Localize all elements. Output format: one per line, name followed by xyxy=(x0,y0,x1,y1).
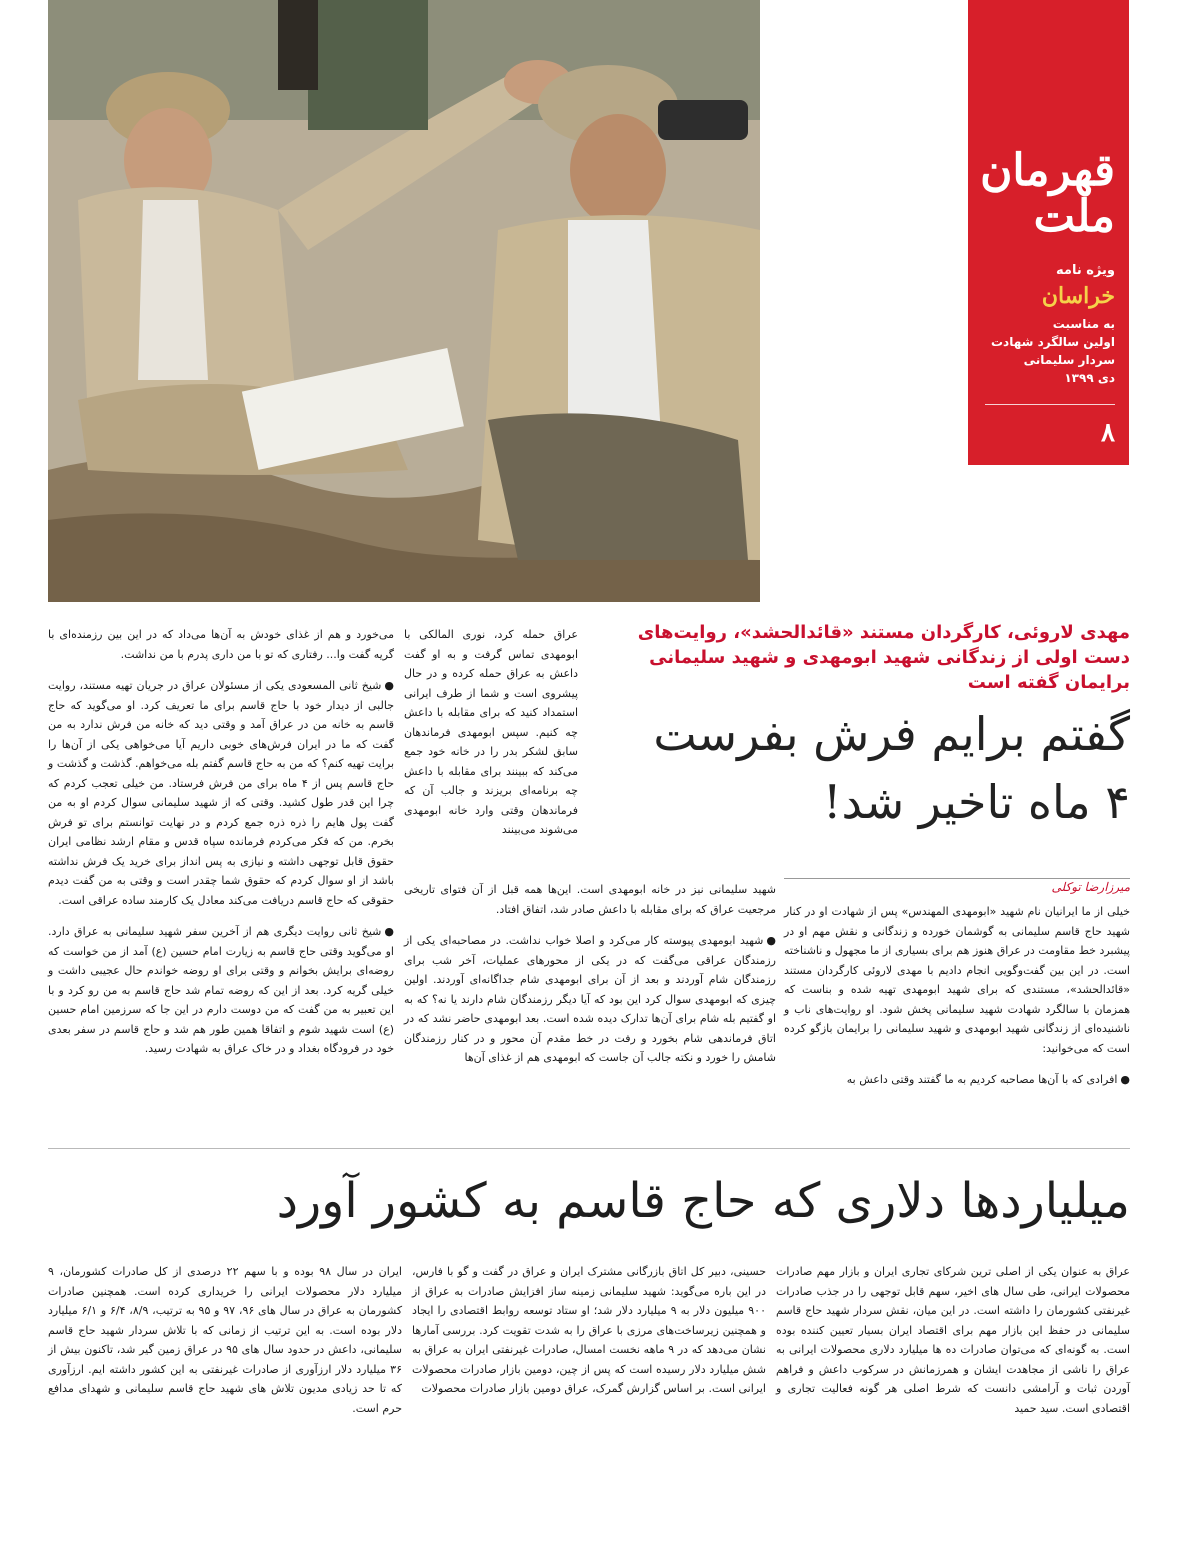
newspaper-name: خراسان xyxy=(1041,283,1115,309)
hero-photo xyxy=(48,0,760,602)
headline-line2: ۴ ماه تاخیر شد! xyxy=(822,775,1130,829)
paragraph: می‌خورد و هم از غذای خودش به آن‌ها می‌داد که در این بین رزمنده‌ای با گریه گفت وا... رفتاری که تو با من داری پدرم با من نداشت. xyxy=(48,628,394,661)
bullet-icon: ● xyxy=(766,934,776,947)
paragraph: ●افرادی که با آن‌ها مصاحبه کردیم به ما گفتند وقتی داعش به xyxy=(784,1070,1130,1090)
paragraph: خیلی از ما ایرانیان نام شهید «ابومهدی المهندس» پس از شهادت او در کنار شهید حاج قاسم سلیمانی به گوشمان خورده و زندگانی و نقش مهم او در پیشبرد خط مقاومت در عراق هنوز هم برای بسیاری از ما مجهول و ناشناخته است. در این بین گفت‌وگویی انجام دادیم با مهدی لاروئی کارگردان مستند «قائدالحشد»، مستندی که برای شهید ابومهدی تهیه شده و بناست که همزمان با سالگرد شهادت شهید سلیمانی پخش شود. او روایت‌های ناب و ناشنیده‌ای از زندگانی شهید ابومهدی و شهید سلیمانی را برایمان بازگو کرده است که می‌خوانید: xyxy=(784,905,1130,1055)
occasion-line1: به مناسبت xyxy=(1052,317,1115,331)
article2-column-1 xyxy=(776,1262,1130,1430)
bullet-icon: ● xyxy=(384,925,394,938)
paragraph: ●شهید ابومهدی پیوسته کار می‌کرد و اصلا خواب نداشت. در مصاحبه‌ای یکی از رزمندگان عراقی می‌گفت که در یکی از محورهای عملیات، آخر شب برای رزمندگان شام آوردند و بعد از آن برای ابومهدی شام جداگانه‌ای آوردند. اولین چیزی که ابومهدی سوال کرد این بود که آیا دیگر رزمندگان شام دارند یا نه؟ که به او گفتیم بله شام برای آن‌ها تدارک دیده شده است. بعد ابومهدی حاضر نشد که در اتاق فرماندهی شام بخورد و رفت در خط مقدم آن محور و در کنار رزمندگان شامش را خورد و نکته جالب آن جاست که ابومهدی هم از غذای آن‌ها xyxy=(404,931,776,1068)
masthead-logo xyxy=(980,145,1115,242)
article2-column-3 xyxy=(48,1262,402,1430)
issue-date: دی ۱۳۹۹ xyxy=(1064,371,1115,385)
article1-column-2-lower xyxy=(404,880,776,1080)
paragraph: ●شیخ ثانی روایت دیگری هم از آخرین سفر شهید سلیمانی به عراق دارد. او می‌گوید وقتی حاج قاسم به زیارت امام حسین (ع) آمد از من خواست که روضه‌ای برایش بخوانم و وقتی برای او روضه خواندم حال عجیبی داشت و خیلی گریه کرد. بعد از این که روضه تمام شد حاج قاسم به من رو کرد و با این تعبیر به من گفت که من دوست دارم در این جا که سرزمین امام حسین (ع) است شهید شوم و اتفاقا همین طور هم شد و حاج قاسم در سفر بعدی خود در فرودگاه بغداد و در خاک عراق به شهادت رسید. xyxy=(48,922,394,1059)
logo-line2: ملت xyxy=(1033,191,1115,242)
article2-headline: میلیاردها دلاری که حاج قاسم به کشور آورد xyxy=(276,1173,1130,1229)
bullet-icon: ● xyxy=(384,679,394,692)
occasion-line2: اولین سالگرد شهادت xyxy=(991,335,1115,349)
article1-column-1 xyxy=(784,902,1130,1102)
byline: میرزارضا توکلی xyxy=(1051,880,1130,894)
paragraph: ●شیخ ثانی المسعودی یکی از مسئولان عراق در جریان تهیه مستند، روایت جالبی از دیدار خود با حاج قاسم برای ما تعریف کرد. او می‌گوید که حاج قاسم به خانه من در عراق آمد و وقتی دید که خانه من فرش ندارد به من گفت که ما در ایران فرش‌های خوبی داریم آیا می‌خواهی یکی از آن‌ها را برایت تهیه کنم؟ که من به حاج قاسم گفتم بله می‌خواهم. گذشت و گذشت و حاج قاسم پس از ۴ ماه برای من فرش فرستاد. من خیلی تعجب کردم که چرا این قدر طول کشید. وقتی که از شهید سلیمانی سوال کردم او به من گفت پول هایم را ذره ذره جمع کردم و در نهایت توانستم برای تو فرش بخرم. من که فکر می‌کردم فرمانده سپاه قدس و مقام ارشد نظامی ایران حقوق قابل توجهی داشته و نیازی به پس انداز برای خرید یک فرش نداشته باشد از او سوال کردم که حقوق شما چقدر است و وقتی به من گفت دیدم حقوقی که حاج قاسم دریافت می‌کند معادل یک کارمند ساده عراقی است. xyxy=(48,676,394,910)
logo-line1: قهرمان xyxy=(980,145,1115,196)
paragraph: حسینی، دبیر کل اتاق بازرگانی مشترک ایران و عراق در گفت و گو با فارس، در این باره می‌گوید: شهید سلیمانی زمینه ساز افزایش صادرات به عراق از ۹۰۰ میلیون دلار به ۹ میلیارد دلار شد؛ او ستاد توسعه روابط اقتصادی را ایجاد و همچنین زیرساخت‌های مرزی با عراق را به شدت تقویت کرد. بررسی آمارها نشان می‌دهد که در ۹ ماهه نخست امسال، صادرات غیرنفتی ایران به عراق به شش میلیارد دلار رسیده است که پس از چین، دومین بازار صادرات محصولات ایرانی است. بر اساس گزارش گمرک، عراق دومین بازار صادرات محصولات xyxy=(412,1265,766,1395)
paragraph: ایران در سال ۹۸ بوده و با سهم ۲۲ درصدی از کل صادرات کشورمان، ۹ میلیارد دلار محصولات ایرانی را خریداری کرده است. همچنین صادرات کشورمان به عراق در سال های ۹۶، ۹۷ و ۹۵ به ترتیب، ۸/۹، ۶/۴ و ۶/۱ میلیارد دلار بوده است. به این ترتیب از زمانی که با تلاش سردار شهید حاج قاسم سلیمانی، داعش در حدود سال های ۹۵ در عراق زمین گیر شد، تاکنون بیش از ۳۶ میلیارد دلار ارزآوری از صادرات غیرنفتی به این کشور داشته ایم. ارزآوری که تا حد زیادی مدیون تلاش های شهید حاج قاسم سلیمانی و شهدای مدافع حرم است. xyxy=(48,1265,403,1415)
article1-headline xyxy=(596,700,1130,836)
headline-line1: گفتم برایم فرش بفرست xyxy=(653,707,1130,761)
article1-kicker: مهدی لاروئی، کارگردان مستند «قائدالحشد»، روایت‌های دست اولی از زندگانی شهید ابومهدی و شهید سلیمانی برایمان گفته است xyxy=(637,622,1130,693)
paragraph: شهید سلیمانی نیز در خانه ابومهدی است. این‌ها همه قبل از آن فتوای تاریخی مرجعیت عراق که برای مقابله با داعش صادر شد، اتفاق افتاد. xyxy=(404,883,776,916)
hero-photo-illustration xyxy=(48,0,760,602)
occasion-info xyxy=(975,315,1115,387)
special-edition-label: ویژه نامه xyxy=(1056,263,1115,278)
article2-column-2 xyxy=(412,1262,766,1411)
article1-column-3 xyxy=(48,625,394,1071)
masthead xyxy=(968,0,1129,465)
section-divider xyxy=(48,1148,1130,1149)
masthead-divider xyxy=(985,404,1115,405)
article1-column-2 xyxy=(404,625,578,852)
page-number: ۸ xyxy=(1101,418,1115,448)
bullet-icon: ● xyxy=(1120,1073,1130,1086)
byline-divider xyxy=(784,878,1130,879)
occasion-line3: سردار سلیمانی xyxy=(1023,353,1115,367)
paragraph: عراق به عنوان یکی از اصلی ترین شرکای تجاری ایران و بازار مهم صادرات محصولات ایرانی، طی سال های اخیر، سهم قابل توجهی را در جذب صادرات غیرنفتی کشورمان را داشته است. در این میان، نقش سردار شهید حاج قاسم سلیمانی در حفظ این بازار مهم برای اقتصاد ایران بسیار تعیین کننده بوده است. به گونه‌ای که می‌توان صادرات ده ها میلیارد دلاری محصولات ایرانی به عراق را ناشی از مجاهدت ایشان و همرزمانش در سرکوب داعش و فراهم آوردن ثبات و آرامشی دانست که شرط اصلی هر گونه فعالیت تجاری و اقتصادی است. سید حمید xyxy=(776,1265,1130,1415)
paragraph: عراق حمله کرد، نوری المالکی با ابومهدی تماس گرفت و به او گفت داعش به عراق حمله کرده و در حال پیشروی است و شما از طرف ایرانی استمداد کنید که برای مقابله با داعش چه کنیم. سپس ابومهدی فرماندهان سابق لشکر بدر را در خانه خود جمع می‌کند که ببینند برای مقابله با داعش چه برنامه‌ای بریزند و جالب آن که فرماندهان وقتی وارد خانه ابومهدی می‌شوند می‌بینند xyxy=(404,628,578,836)
